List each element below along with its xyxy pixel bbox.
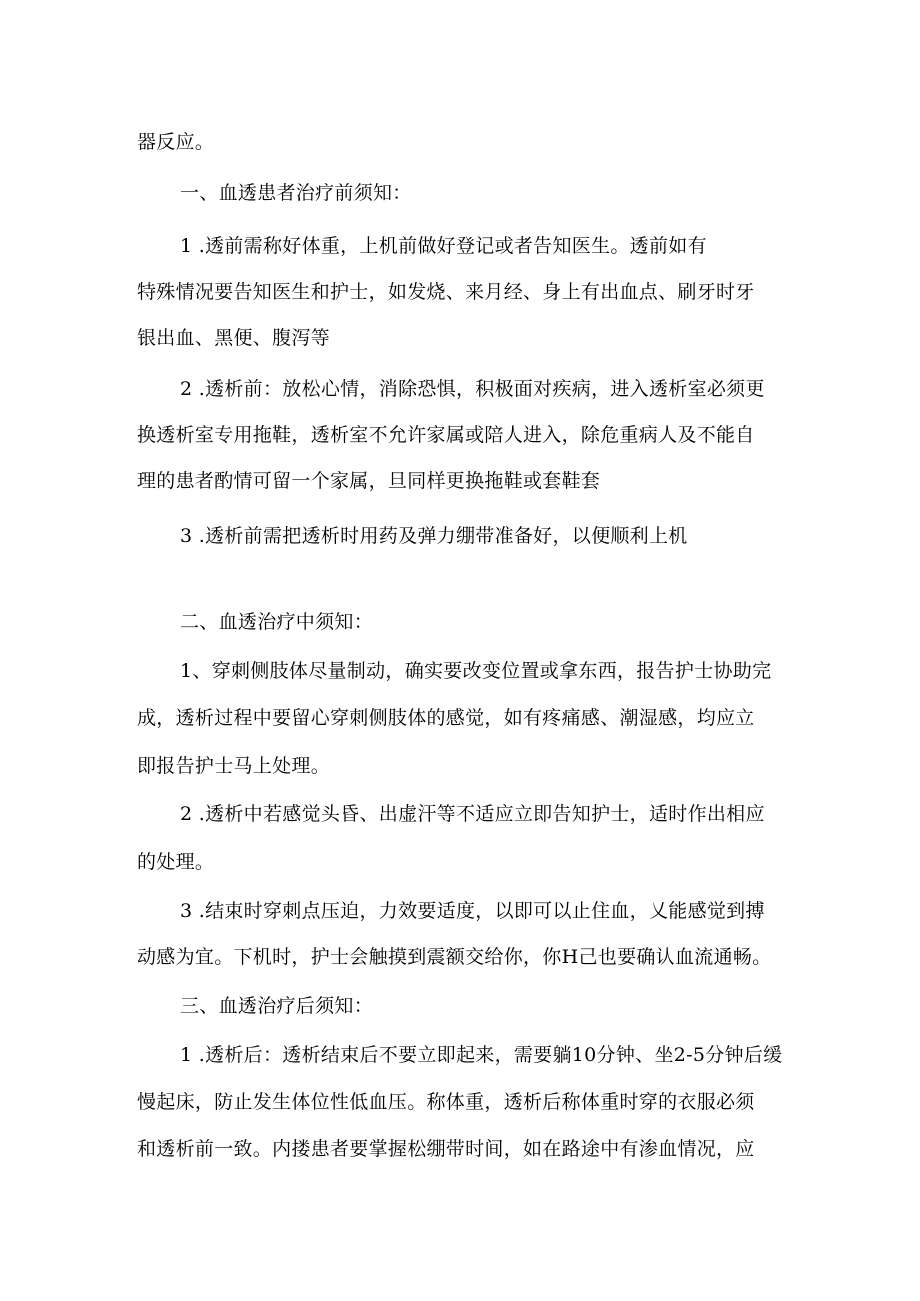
section-1-heading: 一、血透患者治疗前须知： <box>180 182 412 204</box>
section-1-item-1-line-1: 1 .透前需称好体重，上机前做好登记或者告知医生。透前如有 <box>180 235 707 257</box>
section-1-item-1-line-2: 特殊情况要告知医生和护士，如发烧、来月经、身上有出血点、刷牙时牙 <box>137 281 755 303</box>
section-3-heading: 三、血透治疗后须知： <box>180 995 374 1017</box>
section-2-item-3-line-1: 3 .结束时穿刺点压迫，力效要适度，以即可以止住血，乂能感觉到搏 <box>180 900 765 922</box>
section-1-item-2-line-2: 换透析室专用拖鞋，透析室不允许家属或陪人进入，除危重病人及不能自 <box>137 424 755 446</box>
section-3-item-1-line-1: 1 .透析后：透析结束后不要立即起来，需要躺10分钟、坐2-5分钟后缓 <box>180 1044 783 1066</box>
section-1-item-2-line-3: 理的患者酌情可留一个家属，旦同样更换拖鞋或套鞋套 <box>137 470 601 492</box>
section-1-item-2-line-1: 2 .透析前：放松心情，消除恐惧，积极面对疾病，进入透析室必须更 <box>180 378 765 400</box>
section-2-item-1-line-1: 1、穿刺侧肢体尽量制动，确实要改变位置或拿东西，报告护士协助完 <box>180 660 772 682</box>
section-1-item-3-line-1: 3 .透析前需把透析时用药及弹力绷带准备好，以便顺利上机 <box>180 525 688 547</box>
section-2-item-2-line-2: 的处理。 <box>137 851 215 873</box>
section-2-item-1-line-2: 成，透析过程中要留心穿刺侧肢体的感觉，如有疼痛感、潮湿感，均应立 <box>137 707 755 729</box>
intro-tail-text: 器反应。 <box>137 131 215 153</box>
section-1-item-1-line-3: 银出血、黑便、腹泻等 <box>137 327 331 349</box>
section-2-item-2-line-1: 2 .透析中若感觉头昏、出虚汗等不适应立即告知护士，适时作出相应 <box>180 803 765 825</box>
section-3-item-1-line-3: 和透析前一致。内搂患者要掌握松绷带时间，如在路途中有渗血情况，应 <box>137 1138 755 1160</box>
section-2-item-3-line-2: 动感为宜。下机时，护士会触摸到震额交给你，你H己也要确认血流通畅。 <box>137 946 772 968</box>
section-3-item-1-line-2: 慢起床，防止发生体位性低血压。称体重，透析后称体重时穿的衣服必须 <box>137 1091 755 1113</box>
section-2-item-1-line-3: 即报告护士马上处理。 <box>137 755 331 777</box>
section-2-heading: 二、血透治疗中须知： <box>180 611 374 633</box>
